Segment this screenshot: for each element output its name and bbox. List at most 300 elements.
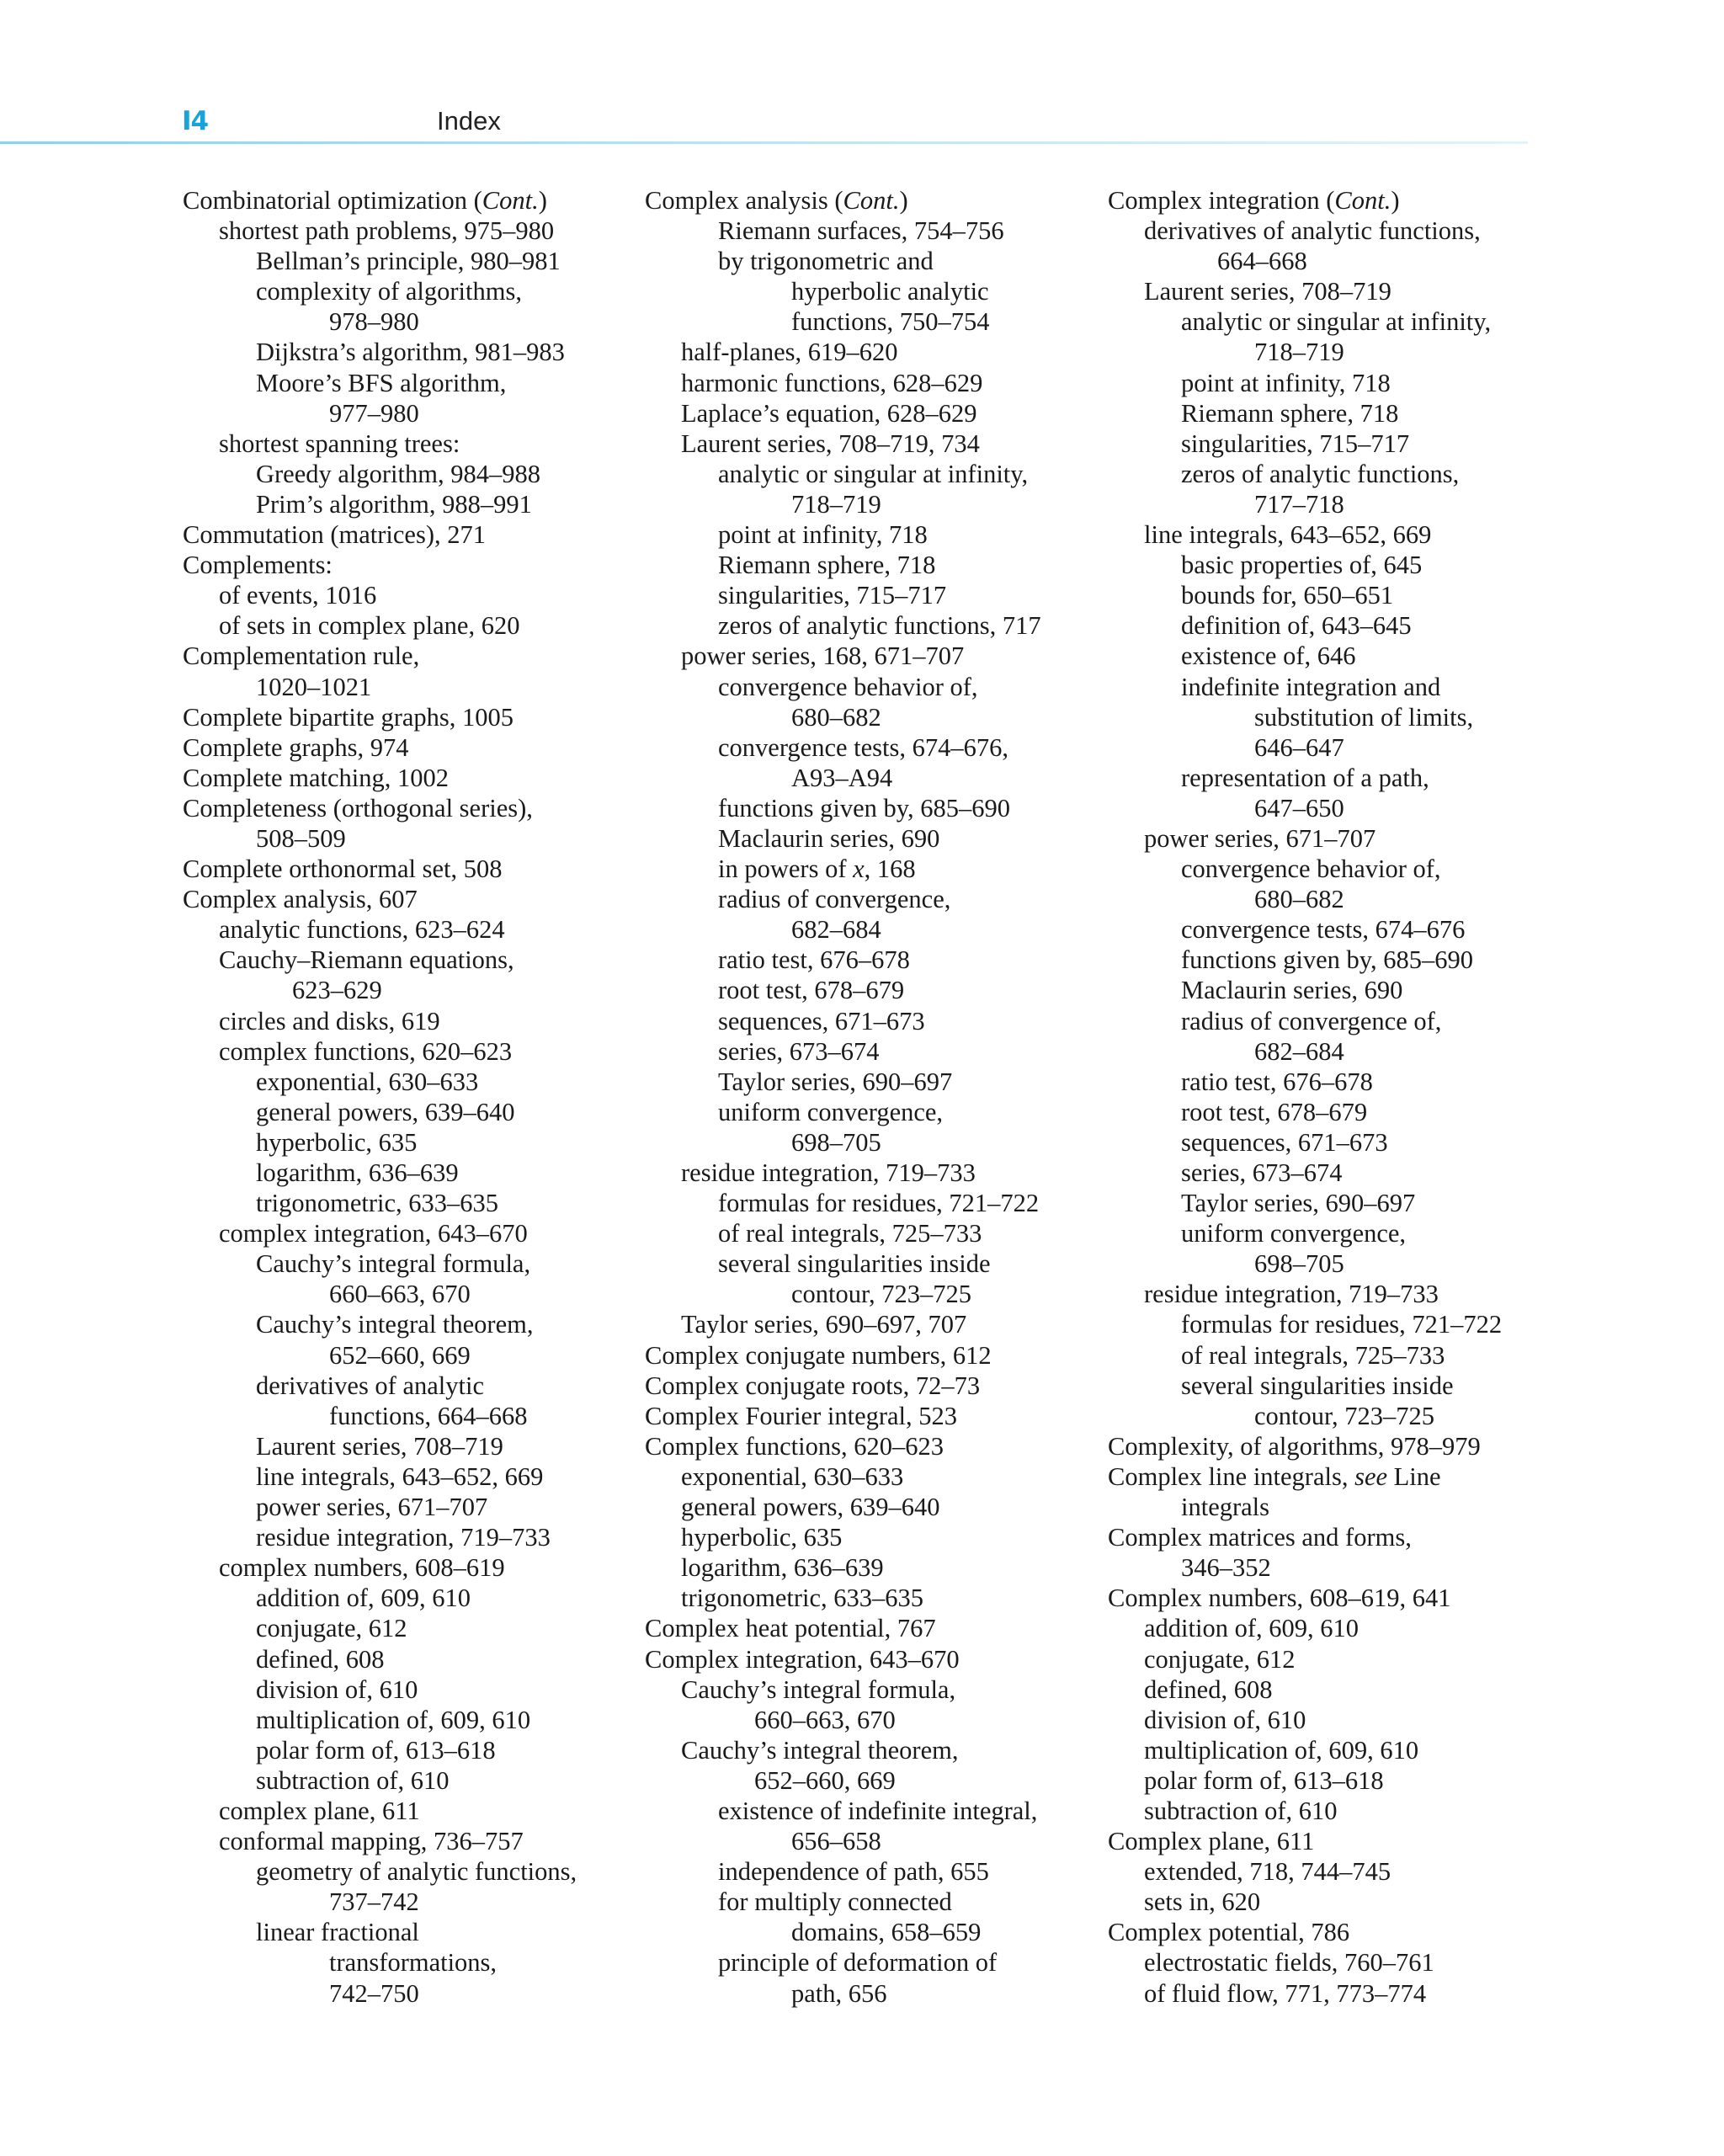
- entry-text: of fluid flow, 771, 773–774: [1144, 1978, 1427, 2008]
- entry-text: several singularities inside: [718, 1249, 991, 1279]
- entry-text: independence of path, 655: [718, 1857, 989, 1887]
- entry-text: defined, 608: [1144, 1674, 1273, 1704]
- index-entry: [183, 793, 620, 823]
- entry-text: analytic functions, 623–624: [219, 915, 505, 945]
- index-entry: [1108, 854, 1546, 884]
- index-entry: [183, 1674, 620, 1705]
- index-entry: [645, 1218, 1083, 1248]
- entry-text: Riemann surfaces, 754–756: [718, 216, 1004, 246]
- index-entry: [183, 672, 620, 702]
- index-entry: [1108, 1188, 1546, 1218]
- index-entry: [1108, 1644, 1546, 1674]
- index-entry: [645, 306, 1083, 337]
- entry-text: Laurent series, 708–719: [256, 1431, 503, 1461]
- index-entry: [183, 1796, 620, 1826]
- entry-text: half-planes, 619–620: [681, 338, 898, 367]
- index-entry: [1108, 1613, 1546, 1643]
- index-entry: [645, 1887, 1083, 1917]
- entry-text: Prim’s algorithm, 988–991: [256, 489, 532, 519]
- entry-text: Dijkstra’s algorithm, 981–983: [256, 338, 565, 367]
- index-entry: [645, 1947, 1083, 1978]
- entry-text: Complete matching, 1002: [183, 763, 449, 792]
- entry-text: division of, 610: [1144, 1705, 1306, 1734]
- entry-text: 656–658: [791, 1827, 881, 1856]
- index-entry: [183, 1917, 620, 1947]
- entry-text: residue integration, 719–733: [256, 1523, 551, 1552]
- index-entry: [645, 1006, 1083, 1036]
- entry-text: conformal mapping, 736–757: [219, 1827, 524, 1856]
- entry-text: ratio test, 676–678: [1181, 1067, 1373, 1096]
- entry-text: power series, 671–707: [1144, 823, 1376, 853]
- entry-text: convergence behavior of,: [1181, 854, 1441, 884]
- index-entry: [645, 1735, 1083, 1765]
- entry-text: formulas for residues, 721–722: [1181, 1310, 1503, 1339]
- entry-text: of sets in complex plane, 620: [219, 611, 520, 641]
- index-entry: [1108, 1765, 1546, 1796]
- index-entry: [645, 1796, 1083, 1826]
- index-entry: [1108, 793, 1546, 823]
- index-entry: [1108, 1067, 1546, 1097]
- entry-text: complex numbers, 608–619: [219, 1553, 505, 1583]
- entry-text: conjugate, 612: [256, 1614, 407, 1643]
- index-entry: [1108, 945, 1546, 975]
- index-entry: [1108, 975, 1546, 1005]
- entry-text: conjugate, 612: [1144, 1644, 1296, 1674]
- index-entry: [645, 732, 1083, 763]
- index-entry: [645, 1279, 1083, 1309]
- entry-text: 977–980: [329, 398, 419, 428]
- index-entry: [645, 246, 1083, 276]
- index-entry: [1108, 1826, 1546, 1856]
- entry-text-after: ): [538, 186, 547, 215]
- entry-text: residue integration, 719–733: [681, 1158, 976, 1187]
- index-entry: [645, 489, 1083, 519]
- index-entry: [645, 1248, 1083, 1279]
- index-entry: [645, 1522, 1083, 1552]
- entry-text: Complementation rule,: [183, 641, 420, 671]
- index-entry: [645, 1067, 1083, 1097]
- entry-text: Combinatorial optimization (: [183, 186, 482, 215]
- index-entry: [1108, 1006, 1546, 1036]
- index-entry: [183, 732, 620, 763]
- entry-text: Complex potential, 786: [1108, 1918, 1350, 1947]
- entry-text: radius of convergence,: [718, 885, 951, 914]
- entry-text: trigonometric, 633–635: [256, 1189, 499, 1218]
- index-entry: [1108, 1097, 1546, 1127]
- entry-text: addition of, 609, 610: [256, 1584, 471, 1613]
- entry-text-after: ): [899, 186, 908, 215]
- index-entry: [1108, 216, 1546, 246]
- index-entry: [1108, 823, 1546, 854]
- entry-text: derivatives of analytic functions,: [1144, 216, 1481, 246]
- entry-text: logarithm, 636–639: [681, 1553, 884, 1583]
- index-entry: [1108, 276, 1546, 306]
- index-column-3: [1108, 185, 1546, 2009]
- entry-text: Cauchy’s integral theorem,: [256, 1310, 534, 1339]
- index-entry: [183, 1522, 620, 1552]
- entry-text: complex functions, 620–623: [219, 1036, 513, 1066]
- index-entry: [1108, 1401, 1546, 1431]
- entry-italic: Cont.: [843, 186, 900, 215]
- index-entry: [645, 793, 1083, 823]
- entry-text: 718–719: [791, 489, 881, 519]
- entry-text: uniform convergence,: [1181, 1219, 1407, 1248]
- index-entry: [1108, 550, 1546, 580]
- entry-text: 742–750: [329, 1978, 419, 2008]
- index-entry: [183, 1461, 620, 1492]
- entry-text: of real integrals, 725–733: [718, 1219, 982, 1248]
- entry-text: linear fractional: [256, 1918, 419, 1947]
- entry-text: polar form of, 613–618: [256, 1735, 496, 1765]
- index-entry: [645, 1583, 1083, 1613]
- index-entry: [645, 702, 1083, 732]
- index-entry: [183, 884, 620, 914]
- index-entry: [1108, 1583, 1546, 1613]
- entry-text: line integrals, 643–652, 669: [1144, 520, 1432, 550]
- index-entry: [645, 945, 1083, 975]
- entry-text: for multiply connected: [718, 1887, 952, 1917]
- entry-text: 680–682: [791, 702, 881, 732]
- entry-text: zeros of analytic functions,: [1181, 459, 1460, 488]
- entry-text: sequences, 671–673: [1181, 1127, 1388, 1157]
- index-entry: [645, 1401, 1083, 1431]
- index-entry: [1108, 1127, 1546, 1158]
- entry-text: Laplace’s equation, 628–629: [681, 398, 977, 428]
- entry-text: singularities, 715–717: [718, 581, 947, 610]
- index-entry: [645, 1036, 1083, 1067]
- index-entry: [183, 550, 620, 580]
- index-entry: [645, 763, 1083, 793]
- index-entry: [645, 854, 1083, 884]
- index-entry: [1108, 519, 1546, 550]
- entry-text: shortest path problems, 975–980: [219, 216, 555, 246]
- page-header: [0, 99, 1528, 143]
- index-entry: [645, 1431, 1083, 1461]
- entry-text-after: , 168: [864, 854, 916, 884]
- entry-text: subtraction of, 610: [1144, 1796, 1338, 1825]
- index-entry: [645, 1856, 1083, 1887]
- index-entry: [183, 306, 620, 337]
- index-entry: [183, 702, 620, 732]
- entry-text: derivatives of analytic: [256, 1371, 485, 1400]
- entry-text: Complete bipartite graphs, 1005: [183, 702, 514, 732]
- entry-italic: see: [1354, 1461, 1388, 1491]
- entry-text: functions, 664–668: [329, 1401, 528, 1430]
- entry-text: 623–629: [292, 976, 382, 1005]
- index-entry: [1108, 306, 1546, 337]
- index-entry: [645, 1158, 1083, 1188]
- entry-text: Cauchy’s integral theorem,: [681, 1735, 959, 1765]
- index-entry: [183, 246, 620, 276]
- index-entry: [1108, 1674, 1546, 1705]
- entry-text: sequences, 671–673: [718, 1006, 925, 1035]
- index-entry: [645, 1127, 1083, 1158]
- entry-text: Cauchy–Riemann equations,: [219, 945, 514, 975]
- index-entry: [183, 276, 620, 306]
- entry-text: 508–509: [256, 823, 346, 853]
- entry-text: general powers, 639–640: [681, 1493, 940, 1522]
- entry-text: complex plane, 611: [219, 1796, 420, 1825]
- index-entry: [183, 1097, 620, 1127]
- index-entry: [183, 1371, 620, 1401]
- entry-text: subtraction of, 610: [256, 1765, 450, 1795]
- entry-text: basic properties of, 645: [1181, 551, 1423, 580]
- index-entry: [645, 1765, 1083, 1796]
- index-entry: [645, 1309, 1083, 1339]
- index-entry: [183, 1309, 620, 1339]
- entry-text: 698–705: [1254, 1249, 1344, 1279]
- entry-text: Riemann sphere, 718: [718, 551, 936, 580]
- index-entry: [1108, 398, 1546, 429]
- entry-text: 717–718: [1254, 489, 1344, 519]
- index-entry: [183, 1127, 620, 1158]
- index-entry: [1108, 610, 1546, 641]
- index-entry: [645, 216, 1083, 246]
- entry-text: contour, 723–725: [791, 1280, 971, 1309]
- index-entry: [1108, 459, 1546, 489]
- index-entry: [645, 1097, 1083, 1127]
- index-entry: [183, 1218, 620, 1248]
- index-entry: [1108, 732, 1546, 763]
- entry-text: convergence behavior of,: [718, 672, 978, 701]
- index-entry: [1108, 1522, 1546, 1552]
- entry-text: existence of, 646: [1181, 641, 1356, 671]
- index-entry: [645, 185, 1083, 216]
- entry-text: Complex integration, 643–670: [645, 1644, 960, 1674]
- entry-text: functions given by, 685–690: [718, 793, 1011, 822]
- index-entry: [1108, 368, 1546, 398]
- entry-text: indefinite integration and: [1181, 672, 1441, 701]
- entry-text: trigonometric, 633–635: [681, 1584, 924, 1613]
- entry-text: root test, 678–679: [718, 976, 905, 1005]
- entry-text: multiplication of, 609, 610: [1144, 1735, 1419, 1765]
- entry-text: principle of deformation of: [718, 1948, 998, 1978]
- entry-text: 646–647: [1254, 732, 1344, 762]
- entry-text-after: Line: [1387, 1461, 1441, 1491]
- index-entry: [645, 823, 1083, 854]
- index-entry: [1108, 702, 1546, 732]
- index-entry: [645, 1492, 1083, 1522]
- entry-text: multiplication of, 609, 610: [256, 1705, 531, 1734]
- entry-italic: Cont.: [482, 186, 539, 215]
- index-entry: [645, 550, 1083, 580]
- entry-text: 680–682: [1254, 885, 1344, 914]
- entry-text: point at infinity, 718: [718, 520, 928, 550]
- entry-text: 660–663, 670: [329, 1280, 471, 1309]
- entry-text: substitution of limits,: [1254, 702, 1474, 732]
- index-entry: [1108, 1431, 1546, 1461]
- entry-text: 652–660, 669: [329, 1340, 471, 1370]
- entry-text: complex integration, 643–670: [219, 1219, 528, 1248]
- entry-text: functions, 750–754: [791, 307, 990, 337]
- entry-text: residue integration, 719–733: [1144, 1280, 1439, 1309]
- entry-text: 346–352: [1181, 1553, 1271, 1583]
- index-entry: [1108, 1856, 1546, 1887]
- entry-text: Laurent series, 708–719, 734: [681, 429, 980, 458]
- index-entry: [183, 975, 620, 1005]
- index-entry: [645, 1674, 1083, 1705]
- index-entry: [183, 1340, 620, 1371]
- entry-text: hyperbolic, 635: [256, 1127, 418, 1157]
- entry-text: geometry of analytic functions,: [256, 1857, 577, 1887]
- entry-text: functions given by, 685–690: [1181, 945, 1474, 975]
- index-entry: [183, 854, 620, 884]
- entry-text: Maclaurin series, 690: [718, 823, 940, 853]
- index-entry: [1108, 1218, 1546, 1248]
- index-entry: [645, 337, 1083, 367]
- entry-italic: x: [853, 854, 865, 884]
- index-entry: [1108, 914, 1546, 945]
- index-entry: [183, 1248, 620, 1279]
- index-entry: [645, 459, 1083, 489]
- entry-text: Cauchy’s integral formula,: [256, 1249, 531, 1279]
- entry-text: Complex analysis (: [645, 186, 843, 215]
- index-entry: [183, 398, 620, 429]
- index-entry: [645, 1826, 1083, 1856]
- entry-text: Laurent series, 708–719: [1144, 277, 1391, 306]
- entry-text: Moore’s BFS algorithm,: [256, 368, 507, 397]
- entry-text: Complex plane, 611: [1108, 1827, 1315, 1856]
- entry-text: 1020–1021: [256, 672, 372, 701]
- entry-text: uniform convergence,: [718, 1097, 944, 1126]
- index-entry: [183, 823, 620, 854]
- entry-text: Complex heat potential, 767: [645, 1614, 936, 1643]
- index-column-2: [645, 185, 1083, 2009]
- entry-text: 660–663, 670: [754, 1705, 896, 1734]
- index-entry: [1108, 1552, 1546, 1583]
- entry-text: Complements:: [183, 551, 333, 580]
- index-entry: [645, 1644, 1083, 1674]
- index-entry: [1108, 1705, 1546, 1735]
- index-column-1: [183, 185, 620, 2009]
- index-entry: [1108, 489, 1546, 519]
- index-entry: [183, 1036, 620, 1067]
- index-entry: [645, 398, 1083, 429]
- entry-text: sets in, 620: [1144, 1887, 1261, 1917]
- entry-text: shortest spanning trees:: [219, 429, 460, 458]
- entry-text: bounds for, 650–651: [1181, 581, 1394, 610]
- entry-text: Riemann sphere, 718: [1181, 398, 1399, 428]
- entry-text: Complex conjugate roots, 72–73: [645, 1371, 981, 1400]
- index-entry: [645, 368, 1083, 398]
- entry-text: existence of indefinite integral,: [718, 1796, 1038, 1825]
- index-entry: [645, 884, 1083, 914]
- entry-text: defined, 608: [256, 1644, 385, 1674]
- entry-text: Maclaurin series, 690: [1181, 976, 1403, 1005]
- entry-text: of events, 1016: [219, 581, 377, 610]
- entry-italic: Cont.: [1334, 186, 1391, 215]
- index-entry: [183, 1735, 620, 1765]
- index-entry: [183, 1431, 620, 1461]
- index-entry: [645, 1461, 1083, 1492]
- index-entry: [183, 1705, 620, 1735]
- index-entry: [1108, 1735, 1546, 1765]
- index-entry: [183, 1887, 620, 1917]
- index-entry: [183, 1613, 620, 1643]
- index-entry: [183, 945, 620, 975]
- entry-text: A93–A94: [791, 763, 893, 792]
- entry-text: exponential, 630–633: [681, 1461, 904, 1491]
- index-entry: [645, 1371, 1083, 1401]
- entry-text: exponential, 630–633: [256, 1067, 479, 1096]
- entry-text: Complex analysis, 607: [183, 885, 418, 914]
- index-entry: [183, 610, 620, 641]
- entry-text: logarithm, 636–639: [256, 1158, 459, 1187]
- index-entry: [183, 1826, 620, 1856]
- index-entry: [645, 276, 1083, 306]
- entry-text: harmonic functions, 628–629: [681, 368, 983, 397]
- index-entry: [183, 185, 620, 216]
- entry-text: singularities, 715–717: [1181, 429, 1410, 458]
- entry-text: general powers, 639–640: [256, 1097, 515, 1126]
- entry-text: Complete orthonormal set, 508: [183, 854, 503, 884]
- index-entry: [645, 975, 1083, 1005]
- running-head: Index: [437, 106, 501, 136]
- index-entry: [1108, 641, 1546, 671]
- entry-text: convergence tests, 674–676: [1181, 915, 1466, 945]
- entry-text: Taylor series, 690–697: [1181, 1189, 1416, 1218]
- index-entry: [645, 1705, 1083, 1735]
- entry-text: point at infinity, 718: [1181, 368, 1391, 397]
- entry-text-after: ): [1391, 186, 1400, 215]
- index-entry: [183, 1856, 620, 1887]
- entry-text: ratio test, 676–678: [718, 945, 910, 975]
- index-entry: [1108, 1158, 1546, 1188]
- index-entry: [645, 1552, 1083, 1583]
- entry-text: definition of, 643–645: [1181, 611, 1412, 641]
- index-entry: [183, 641, 620, 671]
- index-entry: [183, 1492, 620, 1522]
- entry-text: path, 656: [791, 1978, 887, 2008]
- entry-text: 978–980: [329, 307, 419, 337]
- entry-text: 698–705: [791, 1127, 881, 1157]
- entry-text: several singularities inside: [1181, 1371, 1454, 1400]
- entry-text: Complex line integrals,: [1108, 1461, 1355, 1491]
- entry-text: 652–660, 669: [754, 1765, 896, 1795]
- index-entry: [645, 1917, 1083, 1947]
- index-entry: [1108, 185, 1546, 216]
- index-entry: [183, 1401, 620, 1431]
- index-entry: [1108, 1461, 1546, 1492]
- entry-text: Complete graphs, 974: [183, 732, 409, 762]
- entry-text: hyperbolic, 635: [681, 1523, 843, 1552]
- entry-text: 737–742: [329, 1887, 419, 1917]
- index-entry: [1108, 1248, 1546, 1279]
- index-entry: [1108, 1978, 1546, 2009]
- index-entry: [183, 1583, 620, 1613]
- entry-text: Complex Fourier integral, 523: [645, 1401, 958, 1430]
- entry-text: of real integrals, 725–733: [1181, 1340, 1445, 1370]
- index-entry: [183, 1188, 620, 1218]
- entry-text: division of, 610: [256, 1674, 418, 1704]
- entry-text: 682–684: [791, 915, 881, 945]
- entry-text: by trigonometric and: [718, 247, 934, 276]
- entry-text: 664–668: [1217, 247, 1307, 276]
- index-entry: [183, 489, 620, 519]
- entry-text: Complex matrices and forms,: [1108, 1523, 1412, 1552]
- entry-text: Taylor series, 690–697: [718, 1067, 953, 1096]
- index-entry: [183, 763, 620, 793]
- index-entry: [1108, 1947, 1546, 1978]
- entry-text: Bellman’s principle, 980–981: [256, 247, 561, 276]
- entry-text: Complex integration (: [1108, 186, 1335, 215]
- index-entry: [645, 519, 1083, 550]
- entry-text: 682–684: [1254, 1036, 1344, 1066]
- entry-text: domains, 658–659: [791, 1918, 982, 1947]
- index-entry: [183, 914, 620, 945]
- entry-text: circles and disks, 619: [219, 1006, 440, 1035]
- index-entry: [183, 337, 620, 367]
